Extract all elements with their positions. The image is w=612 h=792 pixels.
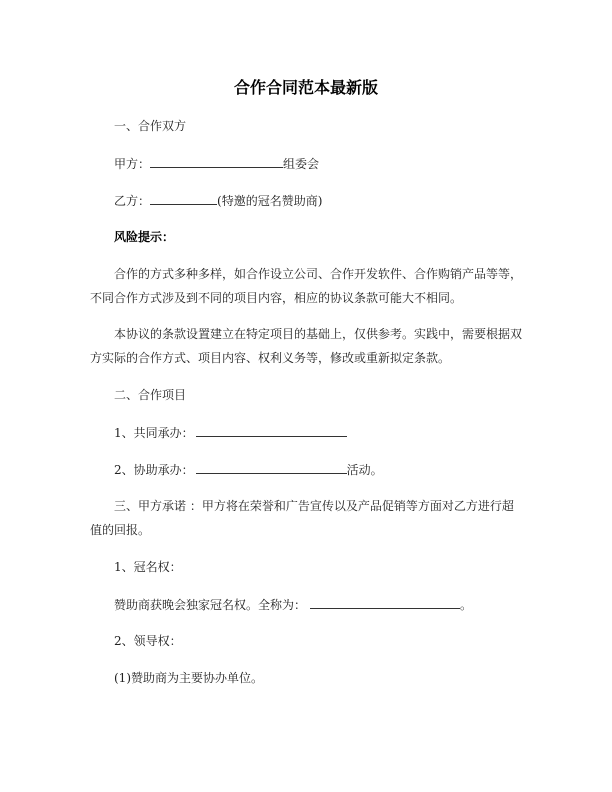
naming-text-label: 赞助商获晚会独家冠名权。全称为： <box>114 598 307 612</box>
party-a-label: 甲方： <box>114 157 151 171</box>
party-b-suffix: (特邀的冠名赞助商) <box>217 194 323 208</box>
risk-para1-line2: 不同合作方式涉及到不同的项目内容，相应的协议条款可能大不相同。 <box>90 291 463 305</box>
assist-host-line <box>114 461 383 478</box>
leadership-right-heading: 2、领导权： <box>114 634 182 648</box>
naming-text-suffix: 。 <box>460 598 473 612</box>
party-a-line <box>114 155 319 172</box>
naming-text-line <box>114 596 472 613</box>
party-a-suffix: 组委会 <box>283 157 320 171</box>
party-a-blank[interactable] <box>150 155 283 168</box>
risk-heading: 风险提示： <box>114 230 175 244</box>
assist-host-label: 2、协助承办： <box>114 463 194 477</box>
item-1: (1)赞助商为主要协办单位。 <box>114 671 263 685</box>
co-host-line <box>114 424 347 441</box>
party-b-blank[interactable] <box>150 192 217 205</box>
section-3-line1: 三、甲方承诺 ：甲方将在荣誉和广告宣传以及产品促销等方面对乙方进行超 <box>114 499 514 513</box>
section-1-heading: 一、合作双方 <box>114 119 187 133</box>
co-host-blank[interactable] <box>196 424 347 437</box>
risk-para2-line2: 方实际的合作方式、项目内容、权利义务等，修改或重新拟定条款。 <box>90 351 451 365</box>
naming-right-heading: 1、冠名权： <box>114 560 182 574</box>
section-2-heading: 二、合作项目 <box>114 388 187 402</box>
assist-host-blank[interactable] <box>196 461 347 474</box>
document-title: 合作合同范本最新版 <box>233 78 378 97</box>
assist-host-suffix: 活动。 <box>346 463 383 477</box>
party-b-label: 乙方： <box>114 194 151 208</box>
risk-para1-line1: 合作的方式多种多样，如合作设立公司、合作开发软件、合作购销产品等等， <box>114 267 523 281</box>
naming-full-name-blank[interactable] <box>310 596 460 609</box>
risk-para2-line1: 本协议的条款设置建立在特定项目的基础上，仅供参考。实践中，需要根据双 <box>114 327 523 341</box>
section-3-line2: 值的回报。 <box>90 523 151 537</box>
party-b-line <box>114 192 322 209</box>
co-host-label: 1、共同承办： <box>114 426 194 440</box>
